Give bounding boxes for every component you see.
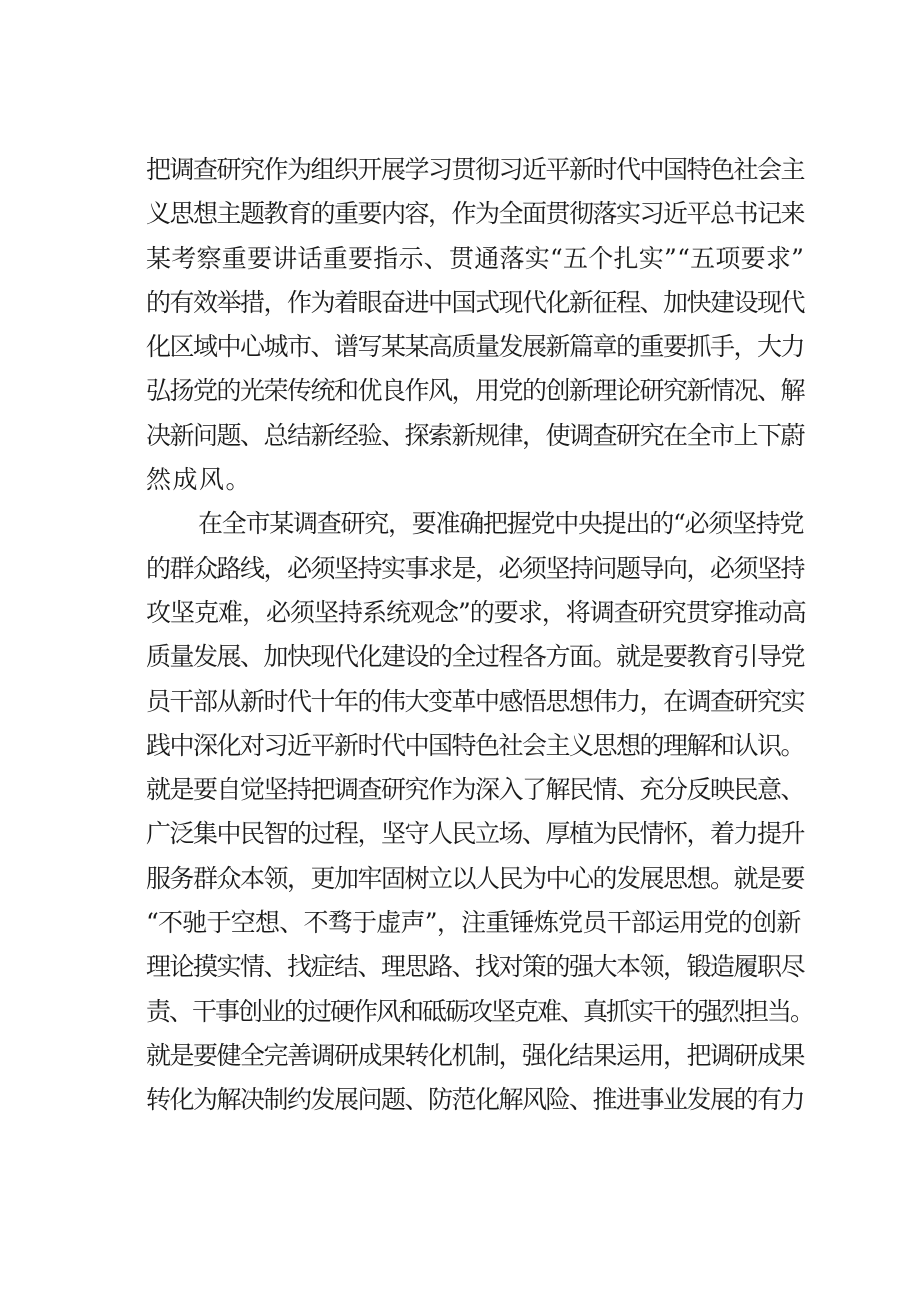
text-line: 就是要自觉坚持把调查研究作为深入了解民情、充分反映民意、 <box>146 775 805 805</box>
text-line: 就是要健全完善调研成果转化机制，强化结果运用，把调研成果 <box>146 1040 805 1070</box>
text-line: 决新问题、总结新经验、探索新规律，使调查研究在全市上下蔚 <box>146 420 805 450</box>
text-line: 服务群众本领，更加牢固树立以人民为中心的发展思想。就是要 <box>146 863 805 893</box>
text-line: 把调查研究作为组织开展学习贯彻习近平新时代中国特色社会主 <box>146 155 805 184</box>
paragraph-2 <box>146 502 814 1122</box>
text-line: 践中深化对习近平新时代中国特色社会主义思想的理解和认识。 <box>146 730 805 760</box>
document-body <box>146 148 814 1123</box>
text-line: 质量发展、加快现代化建设的全过程各方面。就是要教育引导党 <box>146 642 805 672</box>
text-line: 的群众路线，必须坚持实事求是，必须坚持问题导向，必须坚持 <box>146 553 805 583</box>
text-line: 弘扬党的光荣传统和优良作风，用党的创新理论研究新情况、解 <box>146 376 805 406</box>
text-line: 理论摸实情、找症结、理思路、找对策的强大本领，锻造履职尽 <box>146 952 805 982</box>
text-line: 某考察重要讲话重要指示、贯通落实“五个扎实”“五项要求” <box>146 243 805 273</box>
text-line: 员干部从新时代十年的伟大变革中感悟思想伟力，在调查研究实 <box>146 686 805 716</box>
text-line: 责、干事创业的过硬作风和砥砺攻坚克难、真抓实干的强烈担当。 <box>146 996 814 1026</box>
text-line: “不驰于空想、不骛于虚声”，注重锤炼党员干部运用党的创新 <box>146 908 801 938</box>
paragraph-1 <box>146 148 806 502</box>
text-line: 转化为解决制约发展问题、防范化解风险、推进事业发展的有力 <box>146 1085 805 1115</box>
text-line: 攻坚克难，必须坚持系统观念”的要求，将调查研究贯穿推动高 <box>146 597 806 627</box>
text-line: 的有效举措，作为着眼奋进中国式现代化新征程、加快建设现代 <box>146 287 805 317</box>
text-line-indented: 在全市某调查研究，要准确把握党中央提出的“必须坚持党 <box>198 509 804 539</box>
text-line: 化区域中心城市、谱写某某高质量发展新篇章的重要抓手，大力 <box>146 332 805 362</box>
text-line: 广泛集中民智的过程，坚守人民立场、厚植为民情怀，着力提升 <box>146 819 805 849</box>
text-line: 然成风。 <box>146 465 253 495</box>
text-line: 义思想主题教育的重要内容，作为全面贯彻落实习近平总书记来 <box>146 199 805 229</box>
